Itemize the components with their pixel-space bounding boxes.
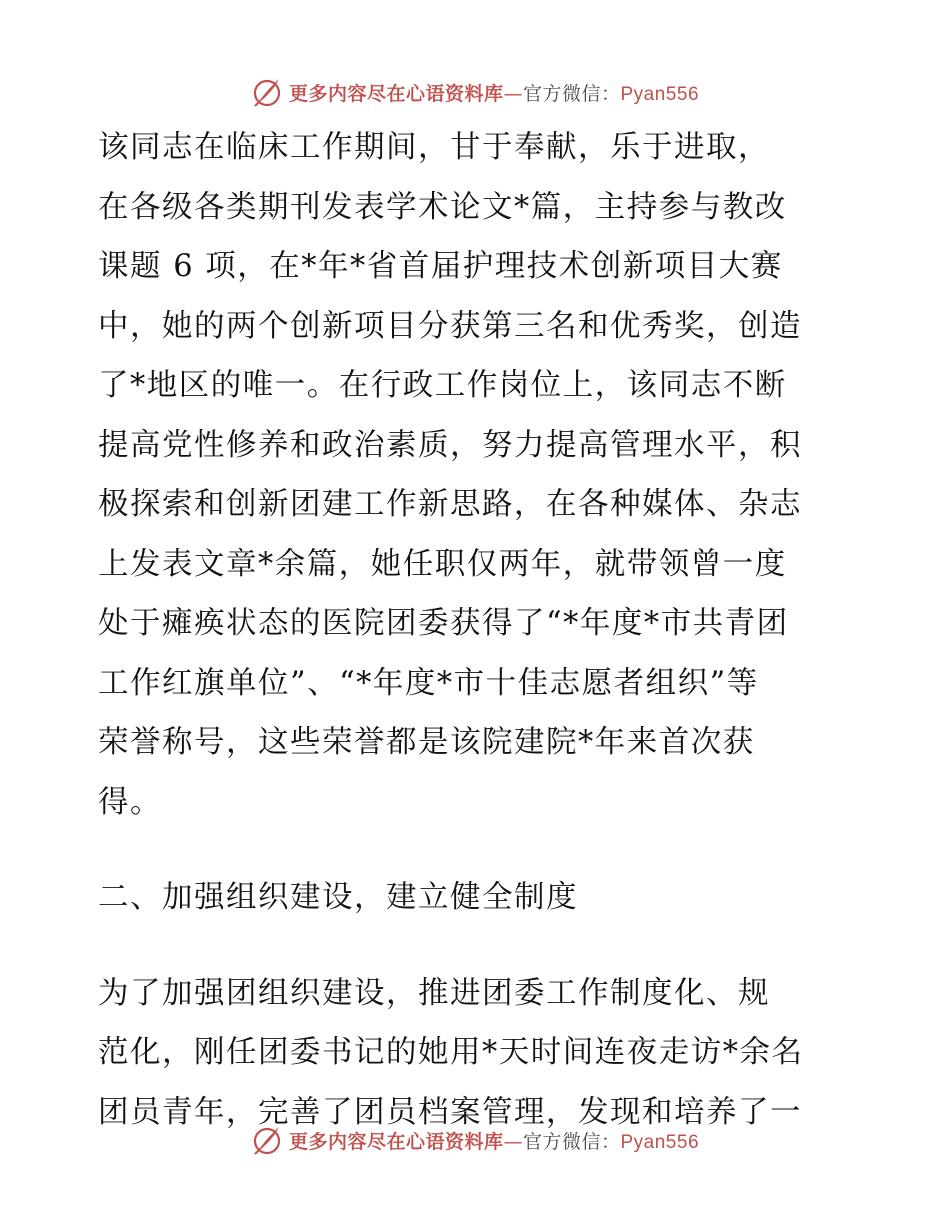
text-line: 中，她的两个创新项目分获第三名和优秀奖，创造	[98, 308, 802, 344]
watermark-wechat-id: Pyan556	[620, 1131, 700, 1153]
watermark-dash: —	[503, 1130, 523, 1153]
watermark-dash: —	[503, 82, 523, 105]
watermark-text	[289, 79, 699, 106]
text-line: 范化，刚任团委书记的她用*天时间连夜走访*余名	[98, 1035, 804, 1070]
watermark-brand: 更多内容尽在心语资料库	[288, 1130, 504, 1153]
watermark-text	[289, 1127, 699, 1154]
text-line: 得。	[98, 784, 162, 820]
document-body	[98, 118, 858, 1142]
paragraph-achievements	[98, 118, 858, 832]
text-line: 处于瘫痪状态的医院团委获得了“*年度*市共青团	[98, 606, 789, 641]
text-line: 该同志在临床工作期间，甘于奉献，乐于进取，	[98, 130, 770, 165]
paragraph-organization	[98, 964, 858, 1143]
quill-pen-logo-icon	[251, 76, 283, 108]
text-line: 极探索和创新团建工作新思路，在各种媒体、杂志	[98, 487, 802, 522]
text-line: 荣誉称号，这些荣誉都是该院建院*年来首次获	[98, 725, 755, 760]
text-line: 为了加强团组织建设，推进团委工作制度化、规	[98, 975, 770, 1011]
watermark-wechat-id: Pyan556	[620, 83, 700, 105]
watermark-brand: 更多内容尽在心语资料库	[288, 82, 504, 105]
watermark-label: 官方微信：	[522, 1130, 621, 1153]
text-line: 团员青年，完善了团员档案管理，发现和培养了一	[98, 1094, 802, 1130]
text-line: 了*地区的唯一。在行政工作岗位上，该同志不断	[98, 368, 787, 403]
footer-watermark	[0, 1120, 950, 1160]
text-line: 工作红旗单位”、“*年度*市十佳志愿者组织”等	[98, 665, 759, 701]
watermark-label: 官方微信：	[522, 82, 621, 105]
text-line: 课题 6 项，在*年*省首届护理技术创新项目大赛	[98, 249, 783, 284]
text-line: 上发表文章*余篇，她任职仅两年，就带领曾一度	[98, 546, 787, 582]
text-line: 提高党性修养和政治素质，努力提高管理水平，积	[98, 427, 802, 463]
text-line: 在各级各类期刊发表学术论文*篇，主持参与教改	[98, 189, 787, 225]
quill-pen-logo-icon	[251, 1124, 283, 1156]
header-watermark	[0, 72, 950, 112]
section-heading: 二、加强组织建设，建立健全制度	[98, 880, 578, 915]
